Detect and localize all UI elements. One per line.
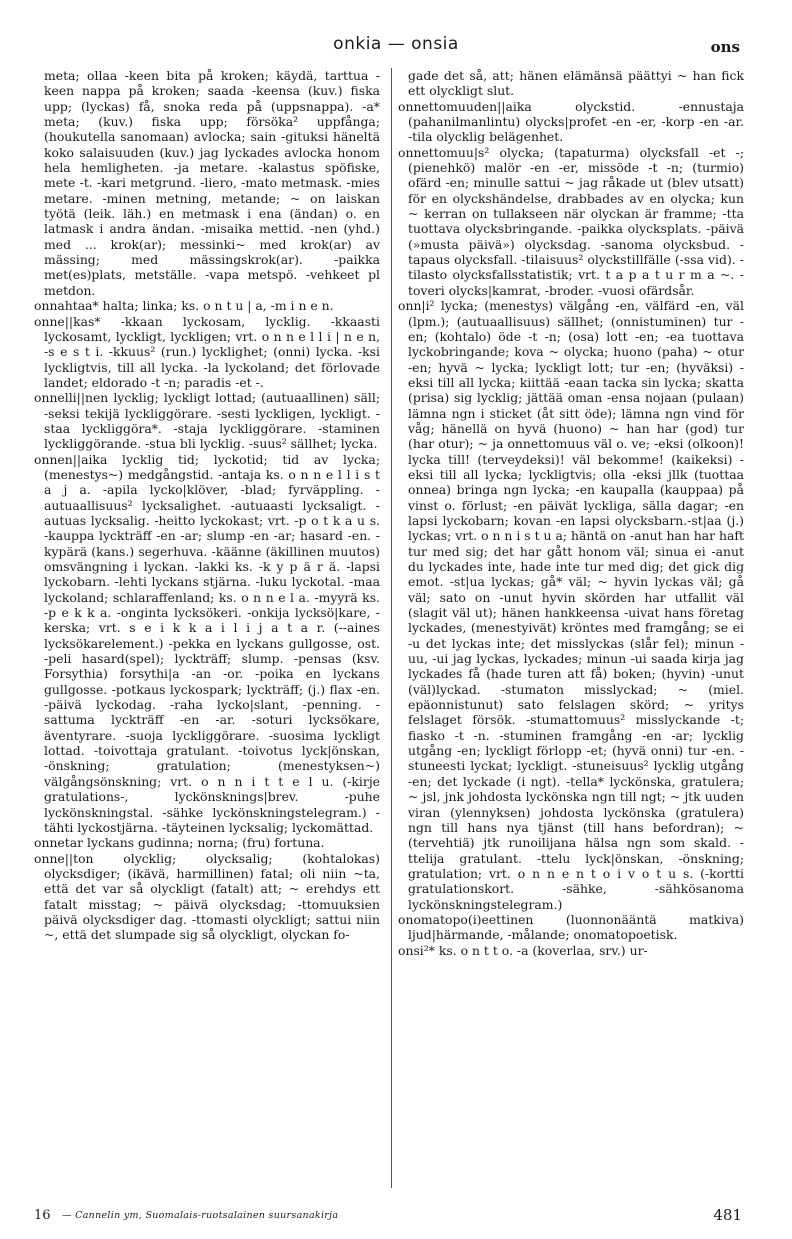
dictionary-entry: meta; ollaa -keen bita på kroken; käydä, tarttua -keen nappa på kroken; saada -keensa (kuv.) fiska upp; (lyckas) få, snoka reda på (uppsnappa). -a* meta; (kuv.) fiska upp; försöka² uppfånga; (houkutella sanomaan) avlocka; sain -gituksi häneltä koko salaisuuden (kuv.) jag lyckades avlocka honom hela hemligheten. -ja metare. -kalastus spöfiske, mete -t. -kari metgrund. -liero, -mato metmask. -mies metare. -minen metning, metande; ~ on laiskan työtä (leik. läh.) en metmask i ena (ändan) o. en latmask i andra ändan. -misaika mettid. -nen (yhd.) med ... krok(ar); messinki~ med krok(ar) av mässing; med mässingskrok(ar). -paikka met(es)plats, metställe. -vapa metspö. -vehkeet pl metdon. (44, 68, 380, 298)
page-header (0, 0, 792, 60)
dictionary-entry: onn|i² lycka; (menestys) välgång -en, välfärd -en, väl (lpm.); (autuaallisuus) sällhet; (onnistuminen) tur -en; (kohtalo) öde -t -n; (osa) lott -en; -ea tuottava lyckobringande; kova ~ olycka; huono (paha) ~ otur -en; hyvä ~ lycka; lyckligt lott; tur -en; (hyväksi) -eksi till all lycka; kiittää -eaan tacka sin lycka; skatta (prisa) sig lycklig; jättää oman -ensa nojaan (pulaan) lämna ngn i sticket (åt sitt öde); lämna ngn vind för våg; hänellä on hyvä (huono) ~ han har (god) tur (har otur); ~ ja onnettomuus väl o. ve; -eksi (olkoon)! lycka till! (terveydeksi)! väl bekomme! (kaikeksi) -eksi till all lycka; lyckligtvis; olla -eksi jllk (tuottaa onnea) bringa ngn lycka; -en kaupalla (kauppaa) på vinst o. förlust; -en päivät lyckliga, sälla dagar; -en lapsi lyckobarn; kovan -en lapsi olycksbarn.-st|aa (j.) lyckas; vrt. o n n i s t u a; häntä on -anut han har haft tur med sig; det har gått honom väl; sinua ei -anut du lyckades inte, hade inte tur med dig; det gick dig emot. -st|ua lyckas; gå* väl; ~ hyvin lyckas väl; gå väl; sato on -unut hyvin skörden har utfallit väl (slagit väl ut); hänen hankkeensa -uivat hans företag lyckades, (menestyivät) kröntes med framgång; se ei -u det lyckas inte; det misslyckas (slår fel); minun -uu, -ui jag lyckas, lyckades; minun -ui saada kirja jag lyckades få (hade turen att få) boken; (hyvin) -unut (väl)lyckad. -stumaton misslyckad; ~ (miel. epäonnistunut) sato felslagen skörd; ~ yritys felslaget försök. -stumattomuus² misslyckande -t; fiasko -t -n. -stuminen framgång -en -ar; lycklig utgång -en; lyckligt förlopp -et; (hyvä onni) tur -en. -stuneesti lyckat; lyckligt. -stuneisuus² lycklig utgång -en; det lyckade (i ngt). -tella* lyckönska, gratulera; ~ jsl, jnk johdosta lyckönska ngn till ngt; ~ jtk uuden viran (ylennyksen) johdosta lyckönska (gratulera) ngn till hans nya tjänst (till hans befordran); ~ (tervehtiä) jtk runoilijana hälsa ngn som skald. -ttelija gratulant. -ttelu lyck|önskan, -önskning; gratulation; vrt. o n n e n t o i v o t u s. (-kortti gratulationskort. -sähke, -sähkösanoma lyckönskningstelegram.) (398, 298, 744, 912)
dictionary-entry: onnetar lyckans gudinna; norna; (fru) fortuna. (34, 835, 325, 851)
dictionary-entry: onnen||aika lycklig tid; lyckotid; tid av lycka; (menestys~) medgångstid. -antaja ks. o n n e l l i s t a j a. -apila lycko|klöver, -blad; fyrväppling. -autuaallisuus² lycksalighet. -autuaasti lycksaligt. -autuas lycksalig. -heitto lyckokast; vrt. -p o t k a u s. -kauppa lyckträff -en -ar; slump -en -ar; hasard -en. -kypärä (kans.) segerhuva. -käänne (äkillinen muutos) omsvängning i lyckan. -lakki ks. -k y p ä r ä. -lapsi lyckobarn. -lehti lyckans stjärna. -luku lyckotal. -maa lyckoland; schlaraffenland; ks. o n n e l a. -myyrä ks. -p e k k a. -onginta lycksökeri. -onkija lycksö|kare, -kerska; vrt. s e i k k a i l i j a t a r. (--aines lycksökarelement.) -pekka en lyckans gullgosse, ost. -peli hasard(spel); lyckträff; slump. -pensas (ksv. Forsythia) forsythi|a -an -or. -poika en lyckans gullgosse. -potkaus lyckospark; lyckträff; (j.) flax -en. -päivä lyckodag. -raha lycko|slant, -penning. -sattuma lyckträff -en -ar. -soturi lycksökare, äventyrare. -suoja lyckliggörare. -suosima lyckligt lottad. -toivottaja gratulant. -toivotus lyck|önskan, -önskning; gratulation; (menestyksen~) välgångsönskning; vrt. o n n i t t e l u. (-kirje gratulations-, lyckönsknings|brev. -puhe lyckönskningstal. -sähke lyckönskningstelegram.) -tähti lyckostjärna. -täyteinen lycksalig; lyckomättad. (34, 451, 380, 835)
left-column (34, 68, 380, 1192)
running-head: onkia — onsia (333, 34, 459, 54)
right-column (398, 68, 744, 1192)
guide-word: ons (710, 38, 740, 56)
dictionary-entry: onnahtaa* halta; linka; ks. o n t u | a, -m i n e n. (34, 298, 334, 314)
dictionary-entry: onsi²* ks. o n t t o. -a (koverlaa, srv.) ur- (398, 942, 648, 958)
column-divider (391, 68, 392, 1188)
dictionary-entry: onne||ton olycklig; olycksalig; (kohtalokas) olycksdiger; (ikävä, harmillinen) fatal; oli niin ~ta, että det var så olyckligt (fatalt) att; ~ erehdys ett fatalt misstag; ~ päivä olycksdag; -ttomuuksien päivä olycksdiger dag. -ttomasti olyckligt; sattui niin ~, että det slumpade sig så olyckligt, olyckan fo- (34, 850, 380, 943)
page-number: 481 (713, 1206, 742, 1224)
page-footer (0, 1200, 792, 1230)
dictionary-entry: onnettomuuden||aika olyckstid. -ennustaja (pahanilmanlintu) olycks|profet -en -er, -korp -en -ar. -tila olycklig belägenhet. (398, 98, 744, 145)
dictionary-entry: onnettomuu|s² olycka; (tapaturma) olycksfall -et -; (pienehkö) malör -en -er, missöde -t -n; (turmio) ofärd -en; minulle sattui ~ jag råkade ut (blev utsatt) för en olyckshändelse, drabbades av en olycka; kun ~ kerran on tullakseen när olyckan är framme; -tta tuottava olycksbringande. -paikka olycksplats. -päivä (»musta päivä») olycksdag. -sanoma olycksbud. -tapaus olycksfall. -tilaisuus² olyckstillfälle (-ssa vid). -tilasto olycksfallsstatistik; vrt. t a p a t u r m a ~. -toveri olycks|kamrat, -broder. -vuosi ofärdsår. (398, 144, 744, 298)
dictionary-entry: onomatopo(i)eettinen (luonnonääntä matkiva) ljud|härmande, -målande; onomatopoetisk. (398, 911, 744, 943)
dictionary-entry: onne||kas* -kkaan lyckosam, lycklig. -kkaasti lyckosamt, lyckligt, lyckligen; vrt. o n n e l l i | n e n, -s e s t i. -kkuus² (run.) lycklighet; (onni) lycka. -ksi lyckligtvis, till all lycka. -la lyckoland; det förlovade landet; eldorado -t -n; paradis -et -. (34, 313, 380, 390)
dictionary-entry: gade det så, att; hänen elämänsä päättyi ~ han fick ett olyckligt slut. (408, 68, 744, 99)
imprint-line: — Cannelin ym, Suomalais-ruotsalainen suursanakirja (62, 1210, 339, 1221)
signature-number: 16 (34, 1208, 51, 1223)
dictionary-entry: onnelli||nen lycklig; lyckligt lottad; (autuaallinen) säll; -seksi tekijä lyckliggörare. -sesti lyckligen, lyckligt. -staa lyckliggöra*. -staja lyckliggörare. -staminen lyckliggörande. -stua bli lycklig. -suus² sällhet; lycka. (34, 390, 380, 452)
